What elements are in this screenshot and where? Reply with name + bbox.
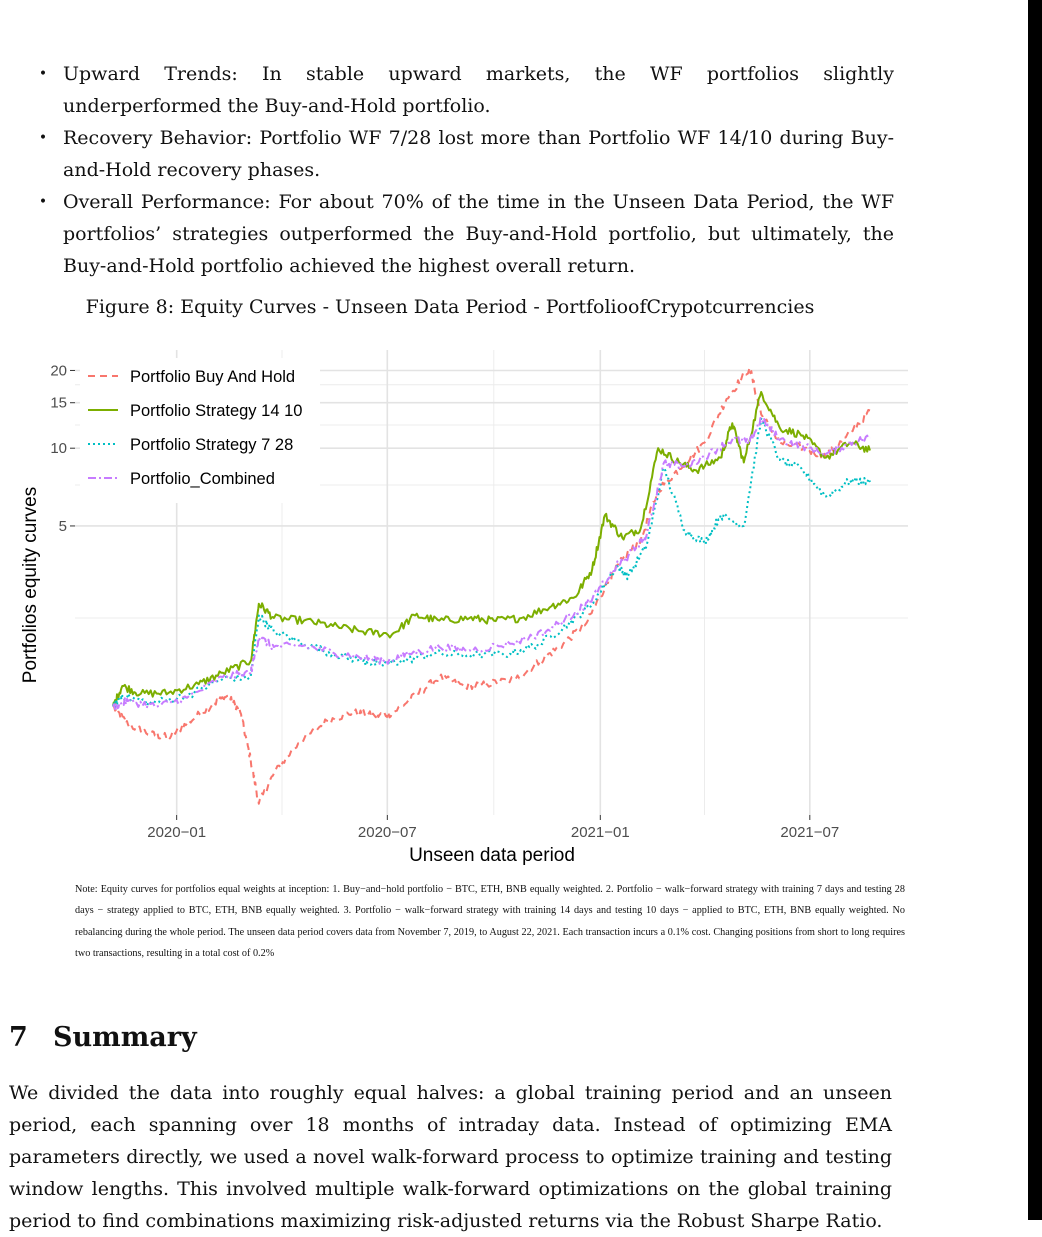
bullet-dot: • [38, 66, 48, 82]
bullet-dot: • [38, 194, 48, 210]
y-tick-label: 20 [50, 362, 67, 380]
legend-label: Portfolio_Combined [130, 470, 275, 488]
page-edge-bar [1028, 0, 1042, 1220]
bullet-text: In stable upward markets, the WF portfolios slightly underperformed the Buy-and-Hold portfolio. [63, 63, 894, 117]
chart-legend [80, 358, 320, 503]
legend-label: Portfolio Strategy 14 10 [130, 402, 303, 420]
bullet-item: • Upward Trends: In stable upward markets, the WF portfolios slightly underperformed the Buy-and-Hold portfolio. [38, 58, 894, 122]
bullet-list [38, 58, 894, 282]
x-tick-label: 2020−01 [147, 824, 207, 841]
figure-caption: Figure 8: Equity Curves - Unseen Data Period - PortfolioofCrypotcurrencies [85, 296, 815, 318]
bullet-item: • Overall Performance: For about 70% of the time in the Unseen Data Period, the WF portfolios’ strategies outperformed the Buy-and-Hold portfolio, but ultimately, the Buy-and-Hold portfolio achieved the highest overall return. [38, 186, 894, 282]
bullet-text: Portfolio WF 7/28 lost more than Portfolio WF 14/10 during Buy-and-Hold recovery phases. [63, 127, 894, 181]
y-tick-label: 15 [50, 394, 67, 412]
bullet-title: Overall Performance [63, 191, 265, 213]
x-axis-label: Unseen data period [409, 845, 575, 866]
bullet-text: For about 70% of the time in the Unseen Data Period, the WF portfolios’ strategies outperformed the Buy-and-Hold portfolio, but ultimately, the Buy-and-Hold portfolio achieved the highest overall return. [63, 191, 895, 277]
bullet-title: Upward Trends [63, 63, 232, 85]
bullet-dot: • [38, 130, 48, 146]
section-title: Summary [53, 1022, 197, 1053]
equity-curves-chart [0, 340, 920, 870]
bullet-item: • Recovery Behavior: Portfolio WF 7/28 lost more than Portfolio WF 14/10 during Buy-and-Hold recovery phases. [38, 122, 894, 186]
x-tick-label: 2021−01 [570, 824, 630, 841]
y-tick-label: 10 [50, 440, 67, 458]
y-axis-label: Portfolios equity curves [20, 486, 41, 684]
legend-label: Portfolio Strategy 7 28 [130, 436, 294, 454]
x-tick-label: 2020−07 [357, 824, 417, 841]
legend-label: Portfolio Buy And Hold [130, 368, 296, 386]
section-body: We divided the data into roughly equal halves: a global training period and an unseen period, each spanning over 18 months of intraday data. Instead of optimizing EMA parameters directly, we used a novel walk-forward process to optimize training and testing window lengths. This involved multiple walk-forward optimizations on the global training period to find combinations maximizing risk-adjusted returns via the Robust Sharpe Ratio. [9, 1082, 892, 1232]
y-tick-label: 5 [58, 517, 67, 535]
x-tick-label: 2021−07 [780, 824, 840, 841]
section-heading [9, 1018, 197, 1058]
bullet-title: Recovery Behavior [63, 127, 246, 149]
section-number: 7 [9, 1022, 28, 1053]
figure-note: Note: Equity curves for portfolios equal weights at inception: 1. Buy−and−hold portfolio − BTC, ETH, BNB equally weighted. 2. Portfolio − walk−forward strategy with training 7 days and testing 28 days − strategy applied to BTC, ETH, BNB equally weighted. 3. Portfolio − walk−forward strategy with training 14 days and testing 10 days − applied to BTC, ETH, BNB equally weighted. No rebalancing during the whole period. The unseen data period covers data from November 7, 2019, to August 22, 2021. Each transaction incurs a 0.1% cost. Changing positions from short to long requires two transactions, resulting in a total cost of 0.2% [75, 884, 905, 959]
